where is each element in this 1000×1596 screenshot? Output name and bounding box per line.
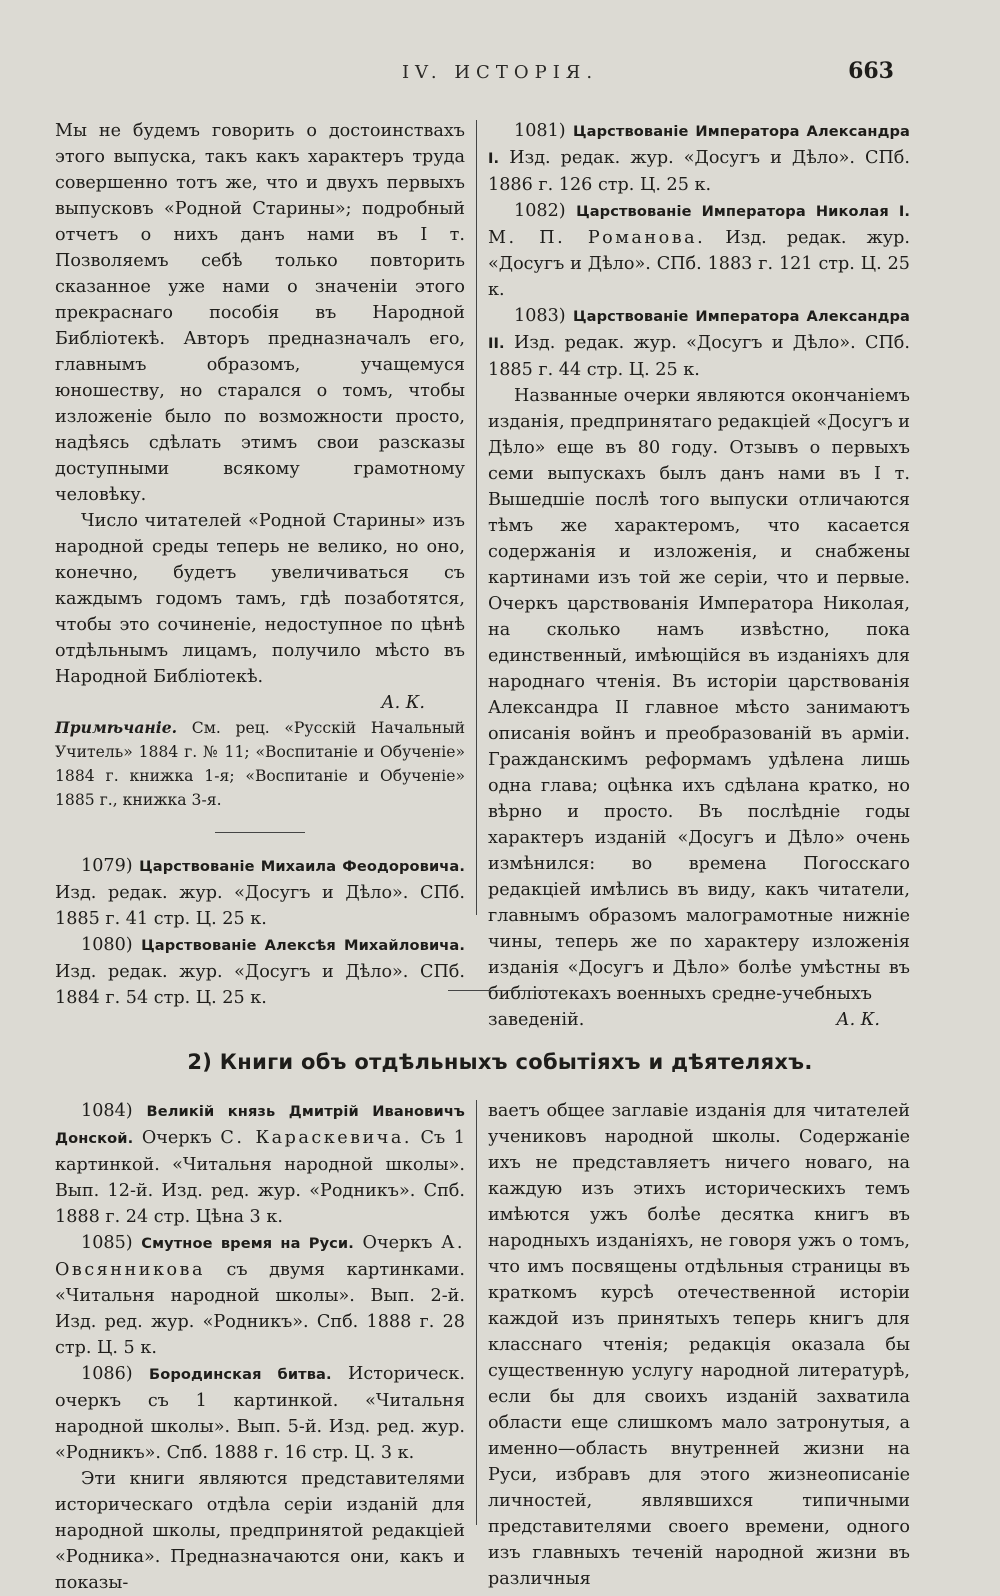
section-heading: 2) Книги объ отдѣльныхъ событiяхъ и дѣятеляхъ. (187, 1050, 813, 1074)
top-right-column (488, 118, 910, 1030)
entry-details: Изд. редак. жур. «Досугъ и Дѣло». СПб. 1885 г. 44 стр. Ц. 25 к. (488, 333, 910, 380)
bibliography-entry-1081 (488, 118, 910, 198)
bottom-right-column (488, 1098, 910, 1589)
entry-number: 1085) (81, 1233, 133, 1253)
entry-details: Очеркъ (133, 1128, 221, 1148)
column-divider-top (476, 120, 477, 915)
entry-title: Смутное время на Руси. (141, 1235, 354, 1252)
bibliography-entry-1079 (55, 853, 465, 932)
running-head: IV. ИСТОРIЯ. (401, 62, 599, 83)
entry-author: А. Овсянникова (55, 1233, 466, 1280)
top-left-column (55, 118, 465, 1008)
entry-details: Историческ. очеркъ съ 1 картинкой. «Читальня народной школы». Вып. 5-й. Изд. ред. жур. «Родникъ». Спб. 1888 г. 16 стр. Ц. 3 к. (55, 1364, 465, 1463)
entry-number: 1083) (514, 306, 566, 326)
paragraph: Эти книги являются представителями историческаго отдѣла серiи изданiй для народной школы, предпринятой редакцiей «Родника». Предназначаются они, какъ и показы- (55, 1469, 465, 1593)
entry-details: Изд. редак. жур. «Досугъ и Дѣло». СПб. 1886 г. 126 стр. Ц. 25 к. (488, 148, 910, 195)
entry-title: Царствованiе Императора Александра I. (488, 123, 910, 167)
section-separator-rule (448, 990, 558, 991)
entry-details: Изд. редак. жур. «Досугъ и Дѣло». СПб. 1885 г. 41 стр. Ц. 25 к. (55, 883, 465, 929)
entry-title: Бородинская битва. (149, 1366, 332, 1383)
paragraph: Число читателей «Родной Старины» изъ народной среды теперь не велико, но оно, конечно, будетъ увеличиваться съ каждымъ годомъ тамъ, гдѣ позаботятся, чтобы это сочиненiе, недоступное по цѣнѣ отдѣльнымъ лицамъ, получило мѣсто въ Народной Библiотекѣ. (55, 511, 465, 687)
footnote-label: Примѣчанiе. (55, 718, 178, 737)
entry-author: М. П. Романова. (488, 228, 706, 248)
paragraph: ваетъ общее заглавiе изданiя для читателей учениковъ народной школы. Содержанiе ихъ не представляетъ ничего новаго, на каждую изъ этихъ историческихъ темъ имѣются ужъ болѣе десятка книгъ въ народныхъ изданiяхъ, не говоря ужъ о томъ, что имъ посвящены отдѣльныя страницы въ краткомъ курсѣ отечественной исторiи каждой изъ принятыхъ теперь книгъ для класснаго чтенiя; редакцiя оказала бы существенную услугу народной литературѣ, если бы для своихъ изданiй захватила области еще слишкомъ мало затронутыя, а именно—область внутренней жизни на Руси, избравъ для этого жизнеописанiе личностей, являвшихся типичными представителями своего времени, одного изъ главныхъ теченiй народной жизни въ различныя (488, 1101, 910, 1589)
signature: А. К. (381, 693, 425, 713)
bibliography-entry-1083 (488, 303, 910, 383)
entry-number: 1084) (81, 1101, 133, 1121)
entry-number: 1082) (514, 201, 566, 221)
bottom-left-column (55, 1098, 466, 1593)
entry-details: Изд. редак. жур. «Досугъ и Дѣло». СПб. 1883 г. 121 стр. Ц. 25 к. (488, 228, 910, 300)
paragraph: Названные очерки являются окончанiемъ изданiя, предпринятаго редакцiей «Досугъ и Дѣло» еще въ 80 году. Отзывъ о первыхъ семи выпускахъ былъ данъ нами въ I т. Вышедшiе послѣ того выпуски отличаются тѣмъ же характеромъ, что касается содержанiя и изложенiя, и снабжены картинами изъ той же серiи, что и первые. Очеркъ царствованiя Императора Николая, на сколько намъ извѣстно, пока единственный, имѣющiйся въ изданiяхъ для народнаго чтенiя. Въ исторiи царствованiя Александра II главное мѣсто занимаютъ описанiя войнъ и преобразованiй въ армiи. Гражданскимъ реформамъ удѣлена лишь одна глава; оцѣнка ихъ сдѣлана кратко, но вѣрно и просто. Въ послѣднiе годы характеръ изданiй «Досугъ и Дѣло» очень измѣнился: во времена Погосскаго редакцiей имѣлись въ виду, какъ читатели, главнымъ образомъ малограмотные нижнiе чины, теперь же по характеру изложенiя изданiя «Досугъ и Дѣло» болѣе умѣстны въ библiотекахъ военныхъ средне-учебныхъ (488, 386, 910, 1004)
paragraph-end: заведенiй. (488, 1010, 585, 1030)
entry-number: 1081) (514, 121, 566, 141)
entry-title: Великiй князь Дмитрiй Ивановичъ Донской. (55, 1103, 466, 1147)
footnote (55, 716, 465, 812)
bibliography-entry-1084 (55, 1098, 465, 1230)
closing-line (488, 1007, 910, 1033)
entry-author: С. Караскевича. (220, 1128, 412, 1148)
entry-title: Царствованiе Михаила Феодоровича. (139, 858, 465, 875)
entry-title: Царствованiе Императора Александра II. (488, 308, 910, 352)
bibliography-entry-1080 (55, 932, 465, 1011)
page-header (0, 56, 1000, 96)
entry-details: Очеркъ (353, 1233, 442, 1253)
bibliography-entry-1086 (55, 1361, 465, 1466)
entry-details: Изд. редак. жур. «Досугъ и Дѣло». СПб. 1884 г. 54 стр. Ц. 25 к. (55, 962, 465, 1008)
column-divider-bottom (476, 1100, 477, 1525)
entry-details: Съ 1 картинкой. «Читальня народной школы». Вып. 12-й. Изд. ред. жур. «Родникъ». Спб. 1888 г. 24 стр. Цѣна 3 к. (55, 1128, 465, 1227)
separator-rule (215, 832, 305, 833)
paragraph: Мы не будемъ говорить о достоинствахъ этого выпуска, такъ какъ характеръ труда совершенно тотъ же, что и двухъ первыхъ выпусковъ «Родной Старины»; подробный отчетъ о нихъ данъ нами въ I т. Позволяемъ себѣ только повторить сказанное уже нами о значенiи этого прекраснаго пособiя въ Народной Библiотекѣ. Авторъ предназначалъ его, главнымъ образомъ, учащемуся юношеству, но старался о томъ, чтобы изложенiе было по возможности просто, надѣясь сдѣлать этимъ свои разсказы доступными всякому грамотному человѣку. (55, 121, 465, 505)
entry-number: 1080) (81, 935, 133, 955)
bibliography-entry-1082 (488, 198, 910, 303)
entry-title: Царствованiе Алексѣя Михайловича. (141, 937, 465, 954)
entry-number: 1079) (81, 856, 133, 876)
entry-number: 1086) (81, 1364, 133, 1384)
entry-details: съ двумя картинками. «Читальня народной школы». Вып. 2-й. Изд. ред. жур. «Родникъ». Спб. 1888 г. 28 стр. Ц. 5 к. (55, 1260, 465, 1358)
footnote-text: См. рец. «Русскiй Начальный Учитель» 1884 г. № 11; «Воспитанiе и Обученiе» 1884 г. книжка 1-я; «Воспитанiе и Обученiе» 1885 г., книжка 3-я. (55, 719, 465, 809)
bibliography-entry-1085 (55, 1230, 465, 1361)
entry-title: Царствованiе Императора Николая I. (576, 203, 910, 220)
signature: А. К. (836, 1010, 880, 1030)
page-number: 663 (848, 58, 894, 84)
